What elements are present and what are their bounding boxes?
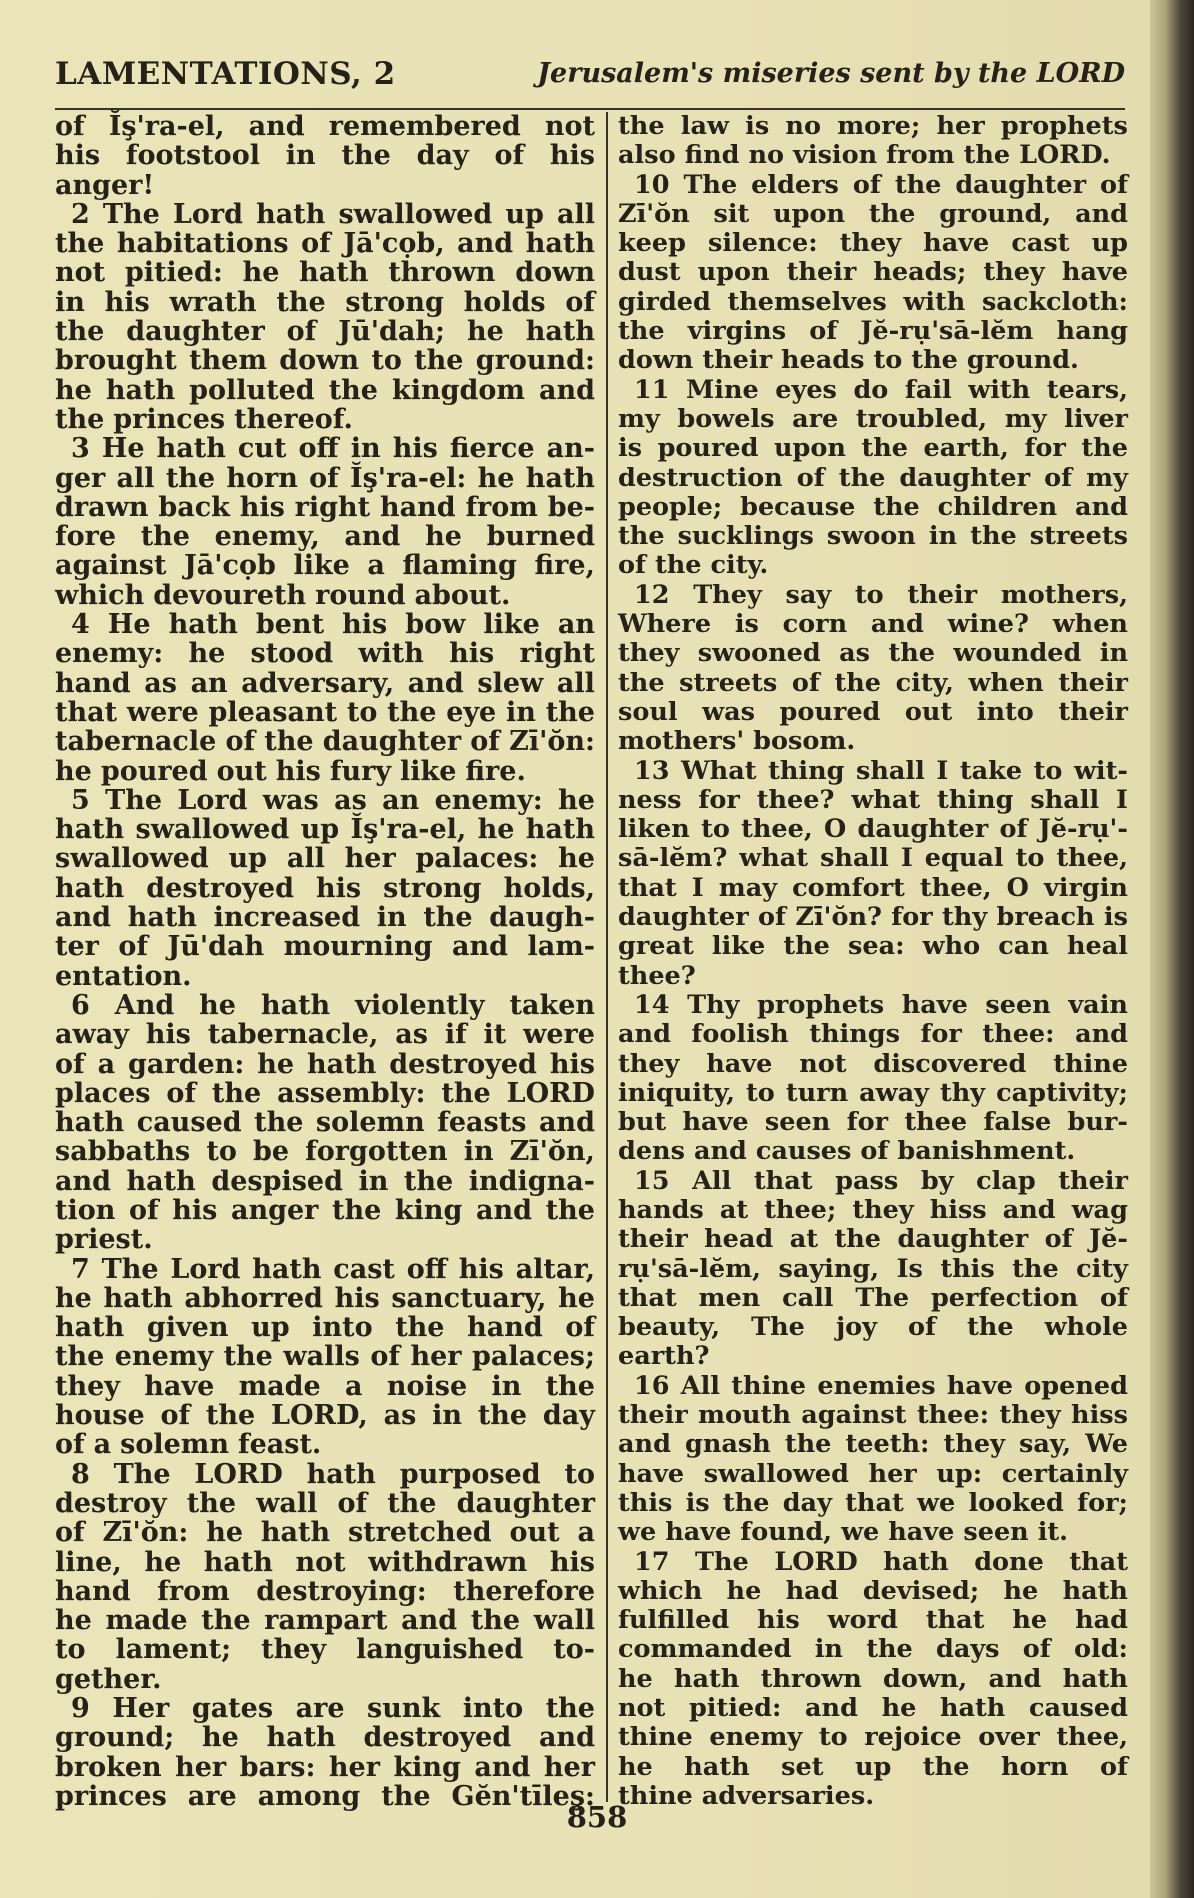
- text-line: he hath polluted the kingdom and: [55, 374, 595, 406]
- text-line: ger all the horn of Ĭş'ra-el: he hath: [55, 462, 595, 494]
- text-line: the princes thereof.: [55, 403, 353, 435]
- text-line: dust upon their heads; they have: [618, 257, 1128, 288]
- text-line: thine enemy to rejoice over thee,: [618, 1722, 1128, 1753]
- text-line: that were pleasant to the eye in the: [55, 696, 595, 728]
- text-line: he hath abhorred his sanctuary, he: [55, 1282, 595, 1314]
- text-line: girded themselves with sackcloth:: [618, 286, 1128, 317]
- text-line: of Ĭş'ra-el, and remembered not: [55, 111, 595, 142]
- text-line: his footstool in the day of his: [55, 140, 595, 172]
- text-line: we have found, we have seen it.: [618, 1517, 1069, 1548]
- text-line: hath swallowed up Ĭş'ra-el, he hath: [55, 814, 595, 846]
- text-line: sā-lĕm? what shall I equal to thee,: [618, 843, 1128, 874]
- text-line: drawn back his right hand from be-: [55, 491, 595, 523]
- text-line: 16 All thine enemies have opened: [634, 1370, 1128, 1401]
- text-line: gether.: [55, 1663, 162, 1695]
- text-line: 13 What thing shall I take to wit-: [634, 755, 1128, 786]
- text-line: the habitations of Jā'cọb, and hath: [55, 228, 595, 260]
- text-line: rụ'sā-lĕm, saying, Is this the city: [618, 1253, 1128, 1284]
- text-line: but have seen for thee false bur-: [618, 1107, 1128, 1138]
- text-line: 17 The LORD hath done that: [634, 1546, 1128, 1577]
- text-line: places of the assembly: the LORD: [55, 1077, 595, 1109]
- text-line: is poured upon the earth, for the: [618, 433, 1128, 464]
- text-line: they swooned as the wounded in: [618, 638, 1128, 669]
- text-line: princes are among the Gĕn'tīleş:: [55, 1780, 595, 1812]
- right-text-column: [618, 111, 1128, 1811]
- text-line: fulfilled his word that he had: [618, 1605, 1128, 1636]
- page-topic-heading: Jerusalem's miseries sent by the LORD: [537, 58, 1125, 89]
- running-header: [55, 56, 1125, 106]
- text-line: thine adversaries.: [618, 1780, 875, 1811]
- text-line: the law is no more; her prophets: [618, 111, 1128, 141]
- text-line: house of the LORD, as in the day: [55, 1400, 595, 1432]
- text-line: have swallowed her up: certainly: [618, 1458, 1128, 1489]
- text-line: which devoureth round about.: [55, 579, 511, 611]
- text-line: not pitied: and he hath caused: [618, 1693, 1128, 1724]
- text-line: 9 Her gates are sunk into the: [71, 1693, 595, 1725]
- text-line: he poured out his fury like fire.: [55, 755, 526, 787]
- text-line: entation.: [55, 960, 192, 992]
- text-line: to lament; they languished to-: [55, 1634, 595, 1666]
- text-line: tion of his anger the king and the: [55, 1194, 595, 1226]
- text-line: fore the enemy, and he burned: [55, 521, 595, 553]
- text-line: which he had devised; he hath: [618, 1575, 1128, 1606]
- text-line: that I may comfort thee, O virgin: [618, 872, 1128, 903]
- text-line: 2 The Lord hath swallowed up all: [71, 198, 595, 230]
- text-line: 12 They say to their mothers,: [634, 579, 1128, 610]
- text-line: priest.: [55, 1224, 153, 1256]
- text-line: liken to thee, O daughter of Jĕ-rụ'-: [618, 814, 1128, 845]
- text-line: not pitied: he hath thrown down: [55, 257, 595, 289]
- text-line: they have not discovered thine: [618, 1048, 1128, 1079]
- text-line: thee?: [618, 960, 696, 991]
- text-line: of a garden: he hath destroyed his: [55, 1048, 595, 1080]
- text-line: and gnash the teeth: they say, We: [618, 1429, 1128, 1460]
- text-line: mothers' bosom.: [618, 726, 856, 757]
- text-line: Zī'ŏn sit upon the ground, and: [618, 198, 1128, 229]
- text-line: ter of Jū'dah mourning and lam-: [55, 931, 595, 963]
- text-line: daughter of Zī'ŏn? for thy breach is: [618, 902, 1128, 933]
- text-line: in his wrath the strong holds of: [55, 286, 595, 318]
- text-line: destroy the wall of the daughter: [55, 1487, 595, 1519]
- text-line: and hath despised in the indigna-: [55, 1165, 595, 1197]
- text-line: brought them down to the ground:: [55, 345, 595, 377]
- text-line: 11 Mine eyes do fail with tears,: [634, 374, 1128, 405]
- text-line: down their heads to the ground.: [618, 345, 1079, 376]
- column-divider: [606, 112, 608, 1802]
- text-line: 5 The Lord was as an enemy: he: [71, 784, 595, 816]
- text-line: hath given up into the hand of: [55, 1312, 595, 1344]
- text-line: earth?: [618, 1341, 710, 1372]
- text-line: keep silence: they have cast up: [618, 228, 1128, 259]
- text-line: the virgins of Jĕ-rụ'sā-lĕm hang: [618, 316, 1128, 347]
- text-line: hath destroyed his strong holds,: [55, 872, 595, 904]
- text-line: he hath thrown down, and hath: [618, 1663, 1128, 1694]
- text-line: they have made a noise in the: [55, 1370, 595, 1402]
- text-line: and foolish things for thee: and: [618, 1019, 1128, 1050]
- text-line: enemy: he stood with his right: [55, 638, 595, 670]
- text-line: their mouth against thee: they hiss: [618, 1400, 1128, 1431]
- text-line: of the city.: [618, 550, 769, 581]
- text-line: this is the day that we looked for;: [618, 1487, 1128, 1518]
- text-line: 4 He hath bent his bow like an: [71, 609, 595, 641]
- text-line: he made the rampart and the wall: [55, 1605, 595, 1637]
- text-line: commanded in the days of old:: [618, 1634, 1128, 1665]
- text-line: 6 And he hath violently taken: [71, 989, 595, 1021]
- text-line: hath caused the solemn feasts and: [55, 1107, 595, 1139]
- text-line: 15 All that pass by clap their: [634, 1165, 1128, 1196]
- text-line: Where is corn and wine? when: [618, 609, 1128, 640]
- text-line: also find no vision from the LORD.: [618, 140, 1111, 171]
- text-line: 14 Thy prophets have seen vain: [634, 989, 1128, 1020]
- text-line: the daughter of Jū'dah; he hath: [55, 316, 595, 348]
- text-line: 7 The Lord hath cast off his altar,: [71, 1253, 595, 1285]
- text-line: 10 The elders of the daughter of: [634, 169, 1128, 200]
- text-line: soul was poured out into their: [618, 696, 1128, 727]
- text-line: and hath increased in the daugh-: [55, 902, 595, 934]
- text-line: sabbaths to be forgotten in Zī'ŏn,: [55, 1136, 595, 1168]
- text-line: hand from destroying: therefore: [55, 1575, 595, 1607]
- text-line: the sucklings swoon in the streets: [618, 521, 1128, 552]
- text-line: away his tabernacle, as if it were: [55, 1019, 595, 1051]
- text-line: people; because the children and: [618, 491, 1128, 522]
- text-line: the streets of the city, when their: [618, 667, 1128, 698]
- text-line: anger!: [55, 169, 155, 201]
- text-line: tabernacle of the daughter of Zī'ŏn:: [55, 726, 595, 758]
- text-line: their head at the daughter of Jĕ-: [618, 1224, 1128, 1255]
- left-text-column: [55, 111, 595, 1812]
- text-line: dens and causes of banishment.: [618, 1136, 1076, 1167]
- text-line: ness for thee? what thing shall I: [618, 784, 1128, 815]
- page-number: 858: [566, 1800, 628, 1834]
- text-line: of Zī'ŏn: he hath stretched out a: [55, 1517, 595, 1549]
- text-line: he hath set up the horn of: [618, 1751, 1128, 1782]
- text-line: swallowed up all her palaces: he: [55, 843, 595, 875]
- page-binding-shadow: [1150, 0, 1194, 1898]
- text-line: that men call The perfection of: [618, 1282, 1128, 1313]
- text-line: broken her bars: her king and her: [55, 1751, 595, 1783]
- text-line: against Jā'cọb like a flaming fire,: [55, 550, 595, 582]
- text-line: my bowels are troubled, my liver: [618, 403, 1128, 434]
- text-line: line, he hath not withdrawn his: [55, 1546, 595, 1578]
- text-line: hand as an adversary, and slew all: [55, 667, 595, 699]
- text-line: ground; he hath destroyed and: [55, 1722, 595, 1754]
- text-line: great like the sea: who can heal: [618, 931, 1128, 962]
- text-line: of a solemn feast.: [55, 1429, 322, 1461]
- text-line: iniquity, to turn away thy captivity;: [618, 1077, 1128, 1108]
- text-line: the enemy the walls of her palaces;: [55, 1341, 595, 1373]
- text-line: 3 He hath cut off in his fierce an-: [71, 433, 595, 465]
- text-line: beauty, The joy of the whole: [618, 1312, 1128, 1343]
- book-chapter-heading: LAMENTATIONS, 2: [55, 56, 396, 92]
- text-line: hands at thee; they hiss and wag: [618, 1194, 1128, 1225]
- text-line: destruction of the daughter of my: [618, 462, 1128, 493]
- header-rule: [55, 108, 1125, 110]
- text-line: 8 The LORD hath purposed to: [71, 1458, 595, 1490]
